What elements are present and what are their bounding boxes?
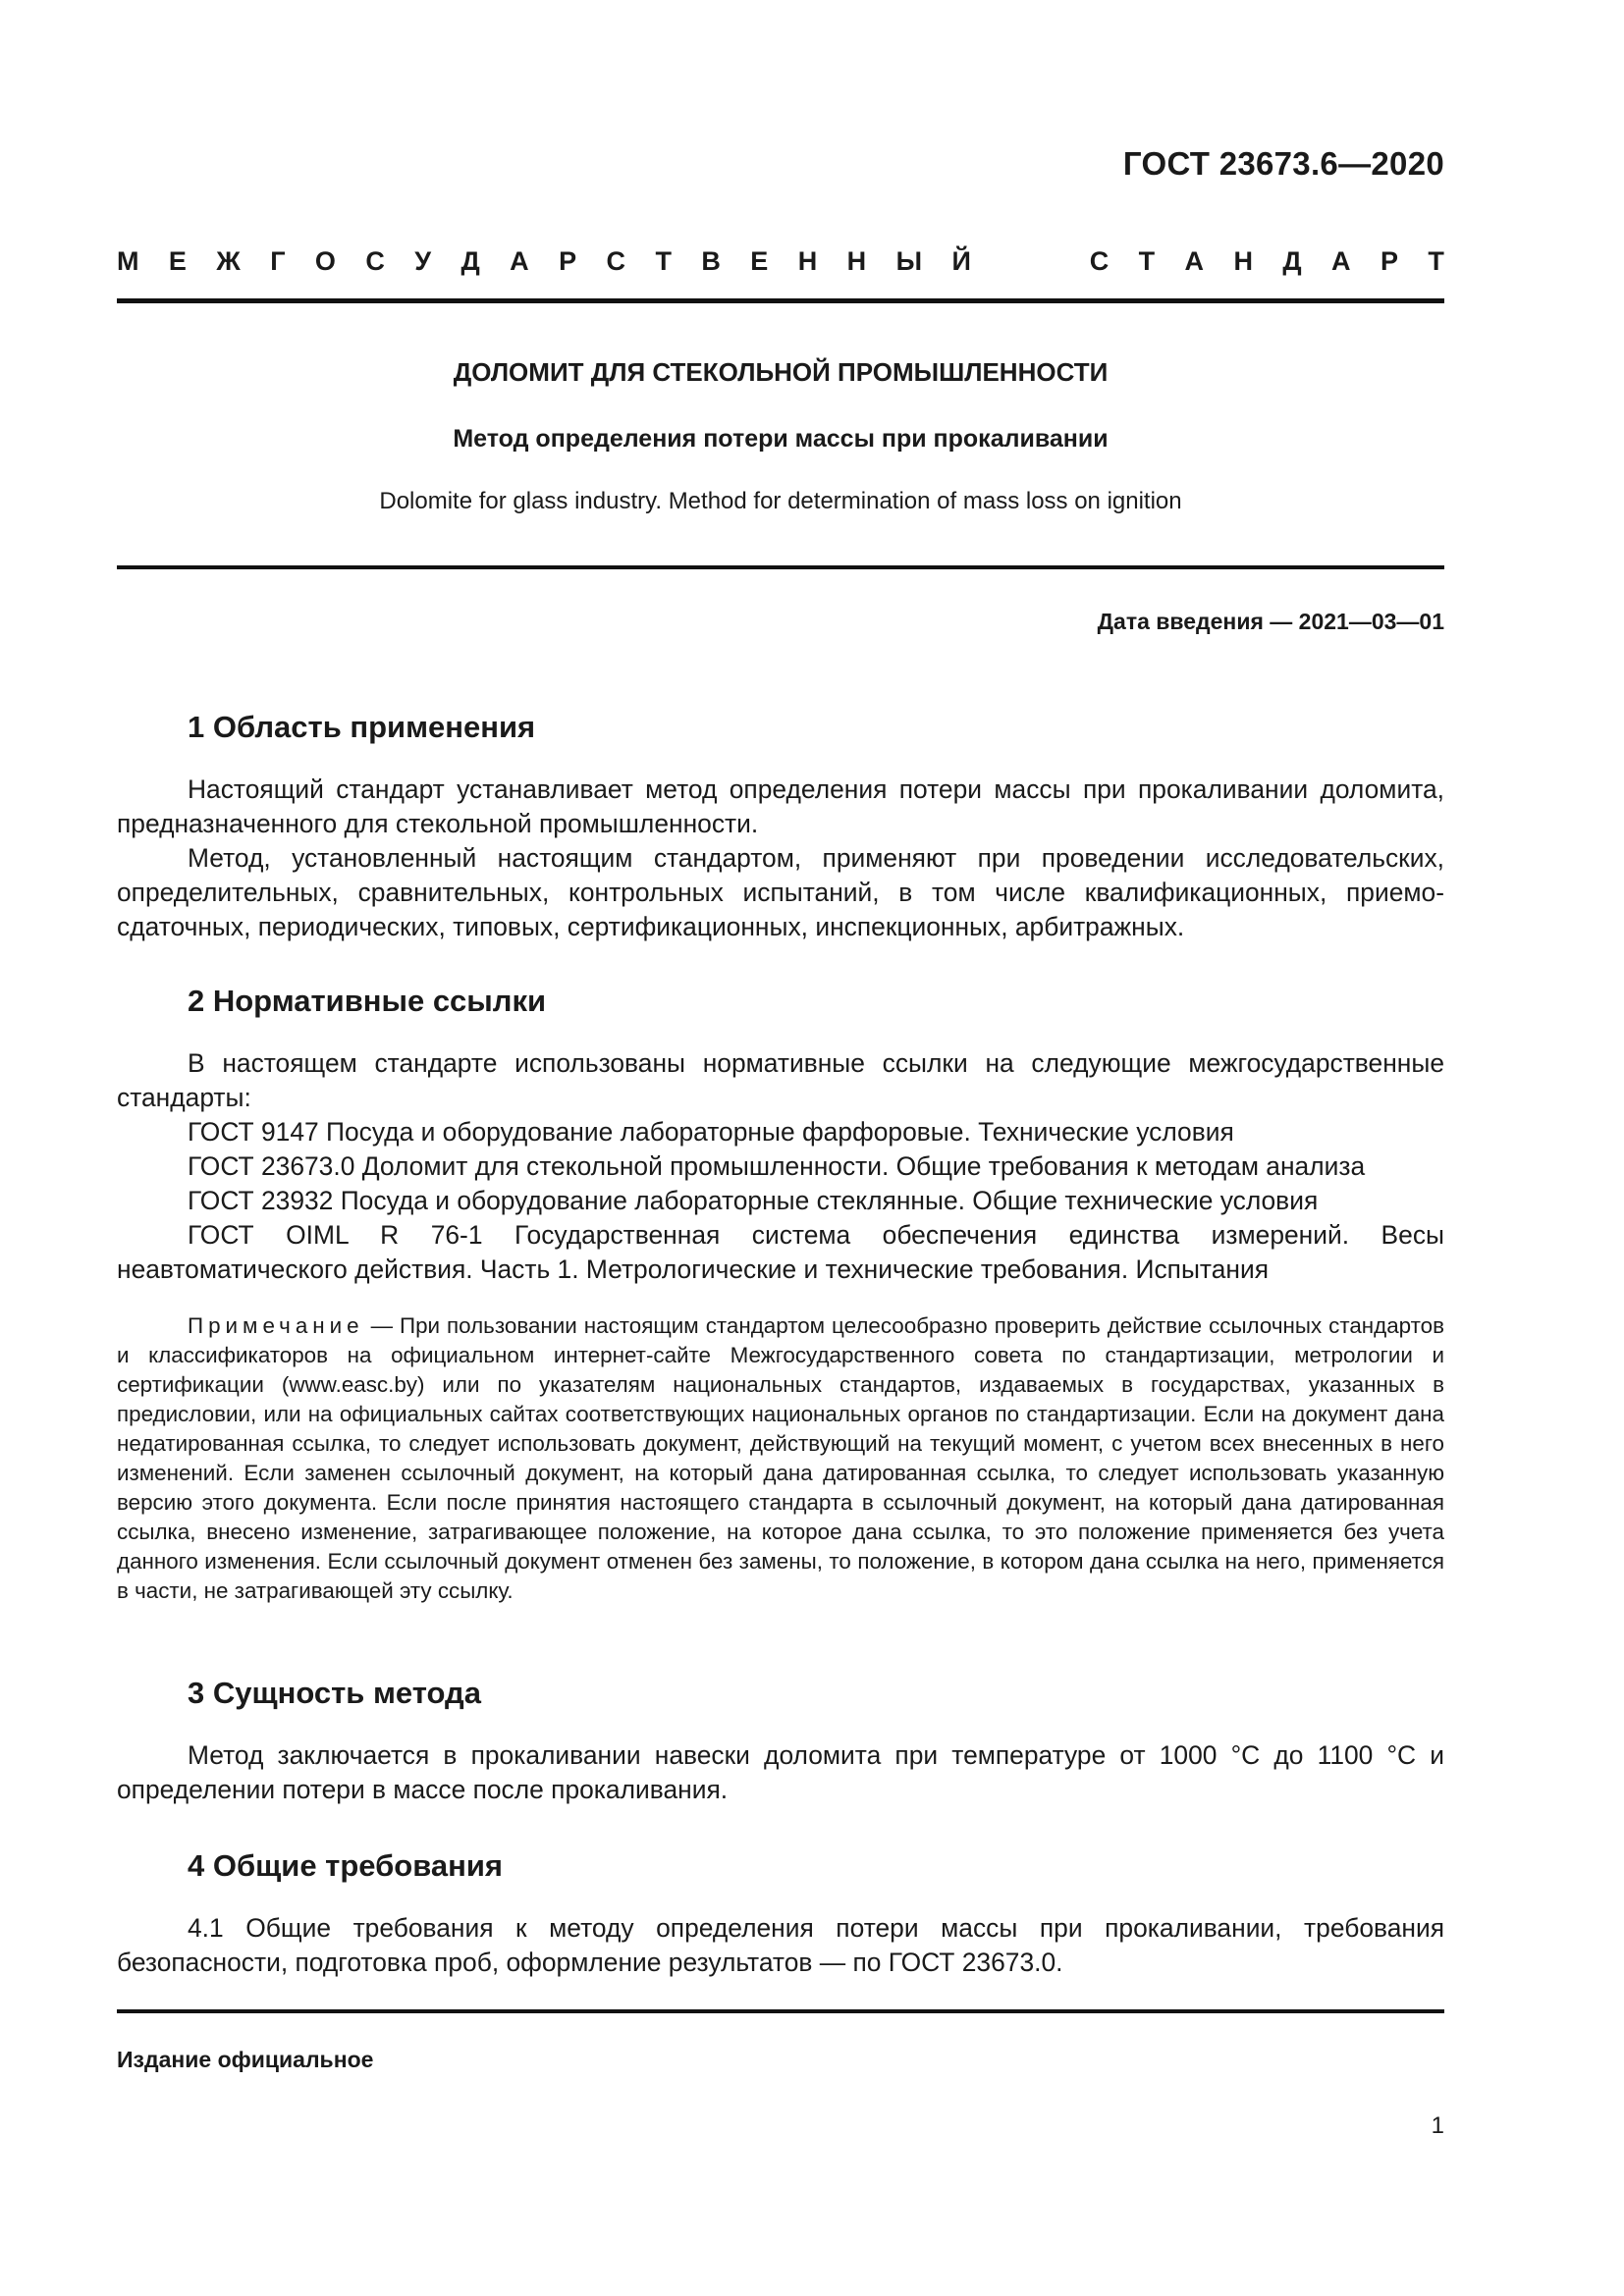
paragraph: 4.1 Общие требования к методу определения потери массы при прокаливании, требования безопасности, подготовка проб, оформление результатов — по ГОСТ 23673.0. bbox=[117, 1913, 1444, 1977]
official-edition-label: Издание официальное bbox=[117, 2047, 374, 2072]
banner-letter: О bbox=[314, 246, 336, 276]
banner-letter: Т bbox=[1138, 246, 1156, 276]
english-title: Dolomite for glass industry. Method for determination of mass loss on ignition bbox=[379, 488, 1182, 514]
title-divider bbox=[117, 565, 1444, 569]
page-number: 1 bbox=[1431, 2112, 1444, 2139]
banner-letter: У bbox=[414, 246, 432, 276]
section-body bbox=[117, 1046, 1444, 1287]
banner-letter: А bbox=[510, 246, 529, 276]
banner-letter: Ж bbox=[216, 246, 241, 276]
banner-letter: С bbox=[606, 246, 626, 276]
introduction-date: Дата введения — 2021—03—01 bbox=[1097, 609, 1444, 634]
header-divider bbox=[117, 298, 1444, 303]
reference-item: ГОСТ 23932 Посуда и оборудование лабораторные стеклянные. Общие технические условия bbox=[188, 1186, 1319, 1215]
note-label: Примечание bbox=[188, 1313, 364, 1338]
banner-letter: Е bbox=[168, 246, 187, 276]
banner-letter: Т bbox=[655, 246, 672, 276]
section-body bbox=[117, 773, 1444, 944]
banner-letter: Т bbox=[1428, 246, 1444, 276]
section-heading: 2 Нормативные ссылки bbox=[188, 984, 547, 1018]
section-body bbox=[117, 1738, 1444, 1807]
note-block bbox=[117, 1311, 1444, 1606]
note-paragraph bbox=[117, 1311, 1444, 1606]
banner-letter: Н bbox=[1233, 246, 1253, 276]
banner-letter: С bbox=[1089, 246, 1110, 276]
banner-letter: Д bbox=[1282, 246, 1302, 276]
reference-item: ГОСТ 9147 Посуда и оборудование лабораторные фарфоровые. Технические условия bbox=[188, 1117, 1234, 1147]
banner-letter: Н bbox=[846, 246, 867, 276]
note-text: — При пользовании настоящим стандартом целесообразно проверить действие ссылочных стандартов и классификаторов на официальном интернет-сайте Межгосударственного совета по стандартизации, метрологии и сертификации (www.easc.by) или по указателям национальных стандартов, издаваемых в государствах, указанных в предисловии, или на официальных сайтах соответствующих национальных органов по стандартизации. Если на документ дана недатированная ссылка, то следует использовать документ, действующий на текущий момент, с учетом всех внесенных в него изменений. Если заменен ссылочный документ, на который дана датированная ссылка, то следует использовать указанную версию этого документа. Если после принятия настоящего стандарта в ссылочный документ, на который дана датированная ссылка, внесено изменение, затрагивающее положение, на которое дана ссылка, то это положение применяется без учета данного изменения. Если ссылочный документ отменен без замены, то положение, в котором дана ссылка на него, применяется в части, не затрагивающей эту ссылку. bbox=[117, 1313, 1444, 1603]
banner-letter: А bbox=[1184, 246, 1205, 276]
banner-letter: Д bbox=[460, 246, 480, 276]
standard-code: ГОСТ 23673.6—2020 bbox=[1122, 145, 1444, 182]
section-heading: 3 Сущность метода bbox=[188, 1676, 481, 1710]
banner-letter: Н bbox=[797, 246, 818, 276]
banner-letter: Р bbox=[1380, 246, 1398, 276]
banner-gap bbox=[1001, 246, 1059, 277]
banner-letter: Г bbox=[270, 246, 286, 276]
paragraph: Метод заключается в прокаливании навески доломита при температуре от 1000 °С до 1100 °С и определении потери в массе после прокаливания. bbox=[117, 1740, 1444, 1804]
section-body bbox=[117, 1911, 1444, 1980]
banner-letter: Е bbox=[750, 246, 769, 276]
banner-letter: Ы bbox=[895, 246, 923, 276]
footer-divider bbox=[117, 2009, 1444, 2013]
reference-item: ГОСТ 23673.0 Доломит для стекольной промышленности. Общие требования к методам анализа bbox=[188, 1151, 1366, 1181]
paragraph: Метод, установленный настоящим стандартом, применяют при проведении исследовательских, определительных, сравнительных, контрольных испытаний, в том числе квалификационных, приемо-сдаточных, периодических, типовых, сертификационных, инспекционных, арбитражных. bbox=[117, 843, 1444, 941]
banner-letter: С bbox=[365, 246, 385, 276]
banner-letter: Р bbox=[559, 246, 577, 276]
banner-letter: А bbox=[1331, 246, 1351, 276]
reference-item: ГОСТ OIML R 76-1 Государственная система обеспечения единства измерений. Весы неавтоматического действия. Часть 1. Метрологические и технические требования. Испытания bbox=[117, 1220, 1444, 1284]
banner-letter: М bbox=[117, 246, 139, 276]
banner-letter: В bbox=[701, 246, 721, 276]
interstate-standard-banner bbox=[117, 246, 1444, 277]
section-heading: 4 Общие требования bbox=[188, 1848, 503, 1883]
document-title: ДОЛОМИТ ДЛЯ СТЕКОЛЬНОЙ ПРОМЫШЛЕННОСТИ bbox=[453, 357, 1109, 387]
paragraph: В настоящем стандарте использованы нормативные ссылки на следующие межгосударственные стандарты: bbox=[117, 1048, 1444, 1112]
banner-letter: Й bbox=[951, 246, 971, 276]
section-heading: 1 Область применения bbox=[188, 710, 536, 744]
paragraph: Настоящий стандарт устанавливает метод определения потери массы при прокаливании доломита, предназначенного для стекольной промышленности. bbox=[117, 774, 1444, 838]
document-subtitle: Метод определения потери массы при прокаливании bbox=[453, 425, 1109, 453]
